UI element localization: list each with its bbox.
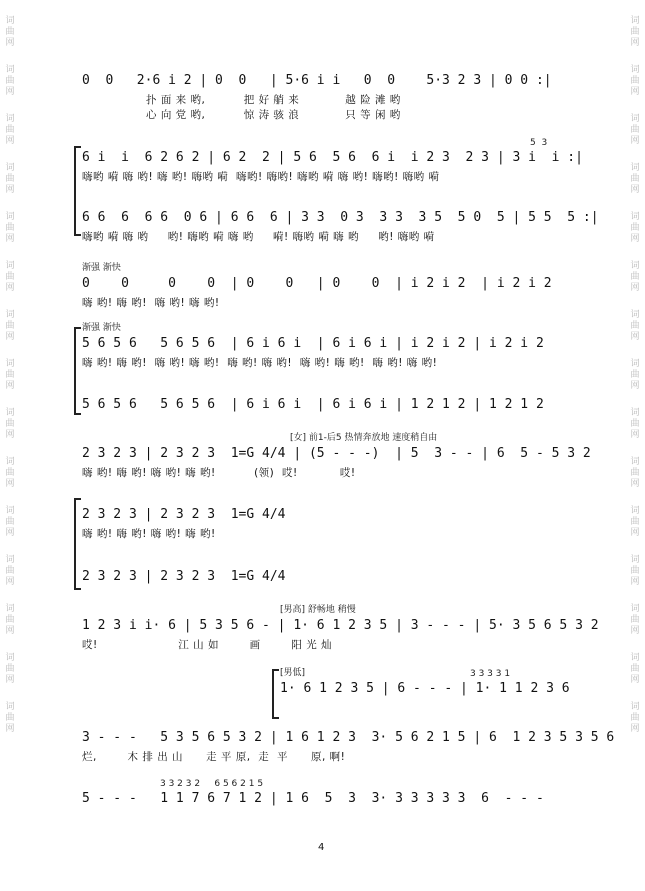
notation-line: 5 6 5 6 5 6 5 6 | 6 i 6 i | 6 i 6 i | i 2 i 2 | i 2 i 2 xyxy=(82,336,544,351)
watermark-text: 词 曲 网 xyxy=(630,163,640,195)
upper-voice-notes: 5 3 xyxy=(530,138,548,148)
watermark-text: 词 曲 网 xyxy=(5,65,15,97)
watermark-text: 词 曲 网 xyxy=(630,408,640,440)
watermark-text: 词 曲 网 xyxy=(5,359,15,391)
performance-annotation: 渐强 渐快 xyxy=(82,323,121,333)
watermark-text: 词 曲 网 xyxy=(5,310,15,342)
notation-line: 3 - - - 5 3 5 6 5 3 2 | 1 6 1 2 3 3· 5 6 2 1 5 | 6 1 2 3 5 3 5 6 xyxy=(82,730,615,745)
system-bracket xyxy=(74,327,76,415)
performance-annotation: [男低] xyxy=(280,668,306,678)
notation-line: 0 0 0 0 | 0 0 | 0 0 | i 2 i 2 | i 2 i 2 xyxy=(82,276,552,291)
watermark-text: 词 曲 网 xyxy=(630,114,640,146)
watermark-text: 词 曲 网 xyxy=(630,457,640,489)
page-number: 4 xyxy=(318,842,325,853)
watermark-text: 词 曲 网 xyxy=(630,359,640,391)
watermark-text: 词 曲 网 xyxy=(630,506,640,538)
notation-line: 2 3 2 3 | 2 3 2 3 1=G 4/4 xyxy=(82,569,286,584)
performance-annotation: [男高] 舒畅地 稍慢 xyxy=(280,605,356,615)
notation-line: 0 0 2·6 i 2 | 0 0 | 5·6 i i 0 0 5·3 2 3 | 0 0 :| xyxy=(82,73,552,88)
performance-annotation: 渐强 渐快 xyxy=(82,263,121,273)
watermark-text: 词 曲 网 xyxy=(5,163,15,195)
watermark-text: 词 曲 网 xyxy=(630,261,640,293)
lyric-line: 嗨哟 嗬 嗨 哟! 嗨 哟! 嗨哟 嗬 嗨哟! 嗨哟! 嗨哟 嗬 嗨 哟! 嗨哟! 嗨哟 嗬 xyxy=(82,171,440,183)
watermark-text: 词 曲 网 xyxy=(630,604,640,636)
lyric-line: 嗨 哟! 嗨 哟! 嗨 哟! 嗨 哟! xyxy=(82,297,220,309)
lyric-line: 烂, 木 排 出 山 走 平 原, 走 平 原, 啊! xyxy=(82,751,346,763)
lyric-line: 哎! 江 山 如 画 阳 光 灿 xyxy=(82,639,333,651)
watermark-text: 词 曲 网 xyxy=(5,114,15,146)
performance-annotation: [女] 前1-后5 热情奔放地 速度稍自由 xyxy=(290,433,438,443)
watermark-text: 词 曲 网 xyxy=(630,212,640,244)
notation-line: 5 - - - 1 1 7 6 7 1 2 | 1 6 5 3 3· 3 3 3 3 3 6 - - - xyxy=(82,791,544,806)
watermark-text: 词 曲 网 xyxy=(630,310,640,342)
watermark-text: 词 曲 网 xyxy=(5,16,15,48)
watermark-left xyxy=(2,0,18,891)
notation-line: 2 3 2 3 | 2 3 2 3 1=G 4/4 xyxy=(82,507,286,522)
lyric-line: 嗨 哟! 嗨 哟! 嗨 哟! 嗨 哟! 嗨 哟! 嗨 哟! 嗨 哟! 嗨 哟! 嗨 哟! 嗨 哟! xyxy=(82,357,438,369)
watermark-text: 词 曲 网 xyxy=(630,555,640,587)
notation-line: 2 3 2 3 | 2 3 2 3 1=G 4/4 | (5 - - -) | 5 3 - - | 6 5 - 5 3 2 xyxy=(82,446,591,461)
watermark-right xyxy=(627,0,643,891)
notation-line: 1 2 3 i i· 6 | 5 3 5 6 - | 1· 6 1 2 3 5 | 3 - - - | 5· 3 5 6 5 3 2 xyxy=(82,618,599,633)
lyric-line-2: 心 向 党 哟, 惊 涛 骇 浪 只 等 闲 哟 xyxy=(146,109,401,121)
notation-line: 6 i i 6 2 6 2 | 6 2 2 | 5 6 5 6 6 i i 2 3 2 3 | 3 i i :| xyxy=(82,150,583,165)
watermark-text: 词 曲 网 xyxy=(5,408,15,440)
watermark-text: 词 曲 网 xyxy=(5,212,15,244)
lyric-line: 扑 面 来 哟, 把 好 艄 来 越 险 滩 哟 xyxy=(146,94,401,106)
watermark-text: 词 曲 网 xyxy=(5,457,15,489)
watermark-text: 词 曲 网 xyxy=(630,65,640,97)
upper-voice-notes: 3 3 2 3 2 6 5 6 2 1 5 xyxy=(160,779,264,789)
watermark-text: 词 曲 网 xyxy=(5,506,15,538)
system-bracket xyxy=(74,498,76,590)
watermark-text: 词 曲 网 xyxy=(5,555,15,587)
lyric-line: 嗨 哟! 嗨 哟! 嗨 哟! 嗨 哟! xyxy=(82,528,216,540)
watermark-text: 词 曲 网 xyxy=(630,702,640,734)
watermark-text: 词 曲 网 xyxy=(5,702,15,734)
watermark-text: 词 曲 网 xyxy=(5,653,15,685)
watermark-text: 词 曲 网 xyxy=(5,604,15,636)
lyric-line: 嗨哟 嗬 嗨 哟 哟! 嗨哟 嗬 嗨 哟 嗬! 嗨哟 嗬 嗨 哟 哟! 嗨哟 嗬 xyxy=(82,231,435,243)
notation-line: 5 6 5 6 5 6 5 6 | 6 i 6 i | 6 i 6 i | 1 2 1 2 | 1 2 1 2 xyxy=(82,397,544,412)
notation-line: 1· 6 1 2 3 5 | 6 - - - | 1· 1 1 2 3 6 xyxy=(280,681,570,696)
watermark-text: 词 曲 网 xyxy=(630,16,640,48)
watermark-text: 词 曲 网 xyxy=(5,261,15,293)
notation-line: 6 6 6 6 6 0 6 | 6 6 6 | 3 3 0 3 3 3 3 5 5 0 5 | 5 5 5 :| xyxy=(82,210,599,225)
lyric-line: 嗨 哟! 嗨 哟! 嗨 哟! 嗨 哟! (领) 哎! 哎! xyxy=(82,467,356,479)
watermark-text: 词 曲 网 xyxy=(630,653,640,685)
system-bracket xyxy=(272,669,274,719)
system-bracket xyxy=(74,146,76,236)
upper-voice-notes: 3 3 3 3 1 xyxy=(470,669,511,679)
